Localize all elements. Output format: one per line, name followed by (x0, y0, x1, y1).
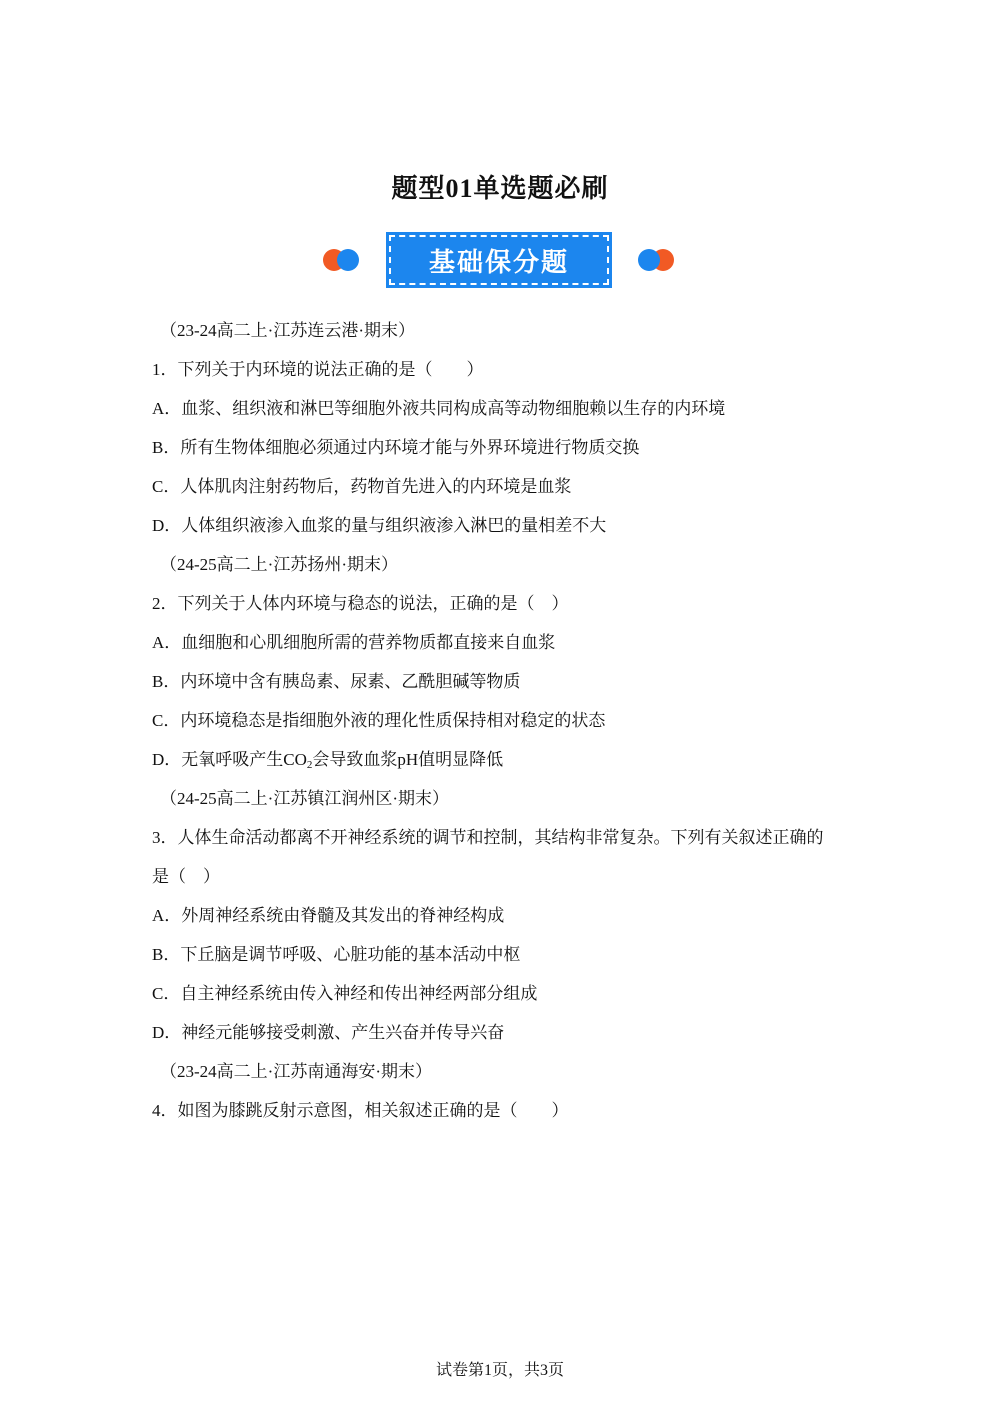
question-1-option-a: A．血浆、组织液和淋巴等细胞外液共同构成高等动物细胞赖以生存的内环境 (152, 399, 726, 418)
banner-box (386, 232, 612, 288)
question-1-stem: 1．下列关于内环境的说法正确的是（ ） (152, 360, 484, 379)
left-blue-dot (337, 249, 359, 271)
question-4-source: （23-24高二上·江苏南通海安·期末） (160, 1062, 432, 1081)
option-d-text-before: D．无氧呼吸产生 (152, 750, 284, 769)
question-3-source: （24-25高二上·江苏镇江润州区·期末） (160, 789, 449, 808)
question-2-option-d (152, 749, 503, 771)
co2-formula: CO (283, 750, 307, 769)
question-3-option-a: A．外周神经系统由脊髓及其发出的脊神经构成 (152, 906, 505, 925)
question-3-option-b: B．下丘脑是调节呼吸、心脏功能的基本活动中枢 (152, 945, 521, 964)
page-footer: 试卷第1页，共3页 (435, 1362, 564, 1379)
question-3-stem-line-1: 3．人体生命活动都离不开神经系统的调节和控制，其结构非常复杂。下列有关叙述正确的 (152, 828, 824, 847)
question-2-option-c: C．内环境稳态是指细胞外液的理化性质保持相对稳定的状态 (152, 711, 606, 730)
question-1-option-c: C．人体肌肉注射药物后，药物首先进入的内环境是血浆 (152, 477, 572, 496)
question-3-option-c: C．自主神经系统由传入神经和传出神经两部分组成 (152, 984, 538, 1003)
question-3-stem-line-2: 是（ ） (152, 867, 220, 886)
right-blue-dot (638, 249, 660, 271)
question-1-source: （23-24高二上·江苏连云港·期末） (160, 321, 415, 340)
co2-subscript: 2 (306, 759, 313, 771)
question-3-option-d: D．神经元能够接受刺激、产生兴奋并传导兴奋 (152, 1023, 505, 1042)
question-1-option-b: B．所有生物体细胞必须通过内环境才能与外界环境进行物质交换 (152, 438, 640, 457)
question-2-option-a: A．血细胞和心肌细胞所需的营养物质都直接来自血浆 (152, 633, 556, 652)
question-2-source: （24-25高二上·江苏扬州·期末） (160, 555, 398, 574)
banner-label: 基础保分题 (389, 235, 609, 285)
question-2-option-b: B．内环境中含有胰岛素、尿素、乙酰胆碱等物质 (152, 672, 521, 691)
page-title: 题型01单选题必刷 (391, 174, 609, 203)
section-banner (0, 230, 1000, 290)
question-2-stem: 2．下列关于人体内环境与稳态的说法，正确的是（ ） (152, 594, 569, 613)
question-1-option-d: D．人体组织液渗入血浆的量与组织液渗入淋巴的量相差不大 (152, 516, 607, 535)
option-d-text-after: 会导致血浆pH值明显降低 (312, 750, 504, 769)
question-4-stem: 4．如图为膝跳反射示意图，相关叙述正确的是（ ） (152, 1101, 569, 1120)
